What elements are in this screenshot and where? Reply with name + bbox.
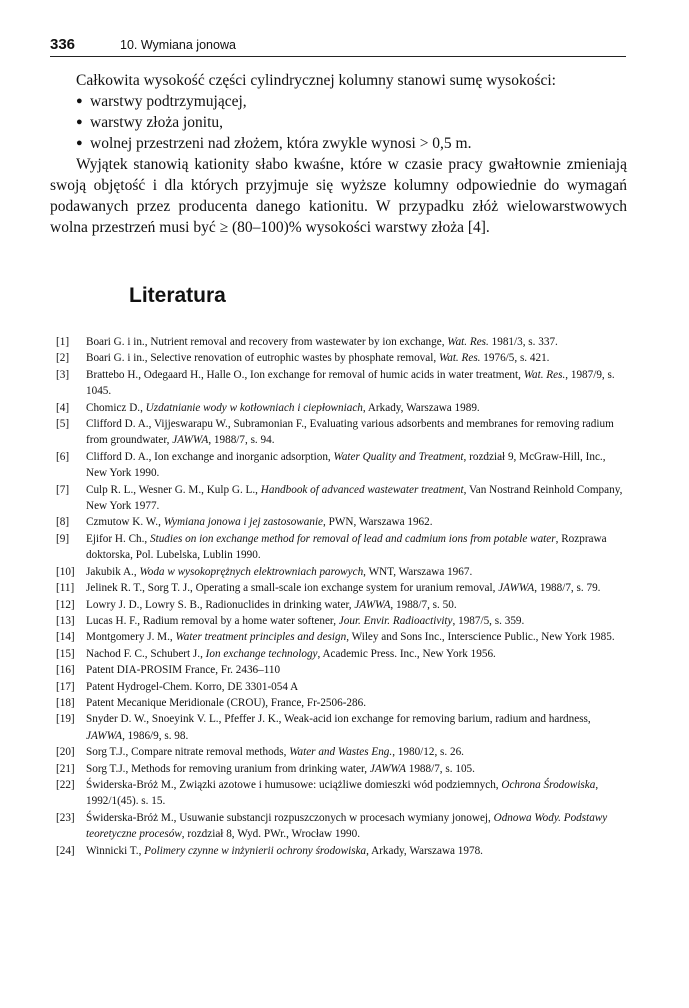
reference-text: Culp R. L., Wesner G. M., Kulp G. L., (86, 483, 261, 496)
reference-number: [2] (56, 352, 70, 365)
chapter-title: 10. Wymiana jonowa (120, 38, 236, 52)
running-header (50, 34, 626, 57)
reference-italic-title: Handbook of advanced wastewater treatment (260, 483, 464, 496)
reference-text: Sorg T.J., Compare nitrate removal methods, (86, 746, 290, 759)
reference-number: [4] (56, 401, 70, 414)
reference-item (56, 744, 626, 760)
reference-item (56, 449, 626, 482)
reference-item (56, 416, 626, 449)
reference-text: Clifford D. A., Vijjeswarapu W., Subramonian F., Evaluating various adsorbents and membranes for removing radium from groundwater, (86, 418, 614, 447)
reference-number: [1] (56, 336, 70, 348)
reference-text: , 1980/12, s. 26. (392, 746, 464, 759)
reference-text: , 1987/5, s. 359. (452, 614, 525, 627)
reference-text: Patent DIA-PROSIM France, Fr. 2436–110 (86, 664, 281, 677)
reference-text: Boari G. i in., Nutrient removal and recovery from wastewater by ion exchange, (86, 336, 448, 348)
reference-italic-title: Ion exchange technology (205, 647, 318, 660)
reference-item (56, 613, 626, 629)
reference-item (56, 350, 626, 366)
bullet-list (50, 91, 627, 154)
reference-number: [6] (56, 450, 70, 463)
reference-text: Brattebo H., Odegaard H., Halle O., Ion exchange for removal of humic acids in water treatment, (86, 368, 524, 381)
reference-text: , 1988/7, s. 94. (208, 434, 275, 447)
reference-number: [21] (56, 762, 75, 775)
reference-text: Lowry J. D., Lowry S. B., Radionuclides in drinking water, (86, 598, 355, 611)
reference-italic-title: Water and Wastes Eng. (289, 746, 393, 759)
reference-number: [9] (56, 532, 70, 545)
intro-paragraph: Całkowita wysokość części cylindrycznej kolumny stanowi sumę wysokości: (76, 72, 556, 89)
reference-item (56, 531, 626, 564)
body-text (50, 70, 627, 238)
reference-text: Winnicki T., (86, 844, 145, 857)
reference-item (56, 334, 626, 350)
reference-text: , 1987/9, s. 1045. (86, 368, 615, 398)
reference-text: , 1986/9, s. 98. (122, 729, 189, 742)
reference-item (56, 580, 626, 596)
reference-list (56, 334, 626, 859)
reference-text: Nachod F. C., Schubert J., (86, 647, 206, 660)
reference-text: 1988/7, s. 105. (405, 762, 475, 775)
reference-italic-title: Woda w wysokoprężnych elektrowniach parowych (139, 565, 364, 578)
reference-item (56, 810, 626, 843)
reference-item (56, 777, 626, 810)
reference-number: [11] (56, 582, 75, 595)
reference-text: 1976/5, s. 421. (480, 352, 550, 365)
reference-text: , rozdział 9, McGraw-Hill, Inc., New York 1990. (86, 450, 606, 480)
reference-italic-title: Odnowa Wody. Podstawy teoretyczne procesów (86, 811, 608, 841)
reference-text: Montgomery J. M., (86, 631, 176, 644)
reference-number: [13] (56, 614, 75, 627)
reference-text: Snyder D. W., Snoeyink V. L., Pfeffer J. K., Weak-acid ion exchange for removing barium, radium and hardness, (86, 713, 591, 726)
reference-item (56, 367, 626, 400)
reference-text: , Arkady, Warszawa 1978. (366, 844, 483, 857)
reference-italic-title: JAWWA (369, 762, 406, 775)
reference-italic-title: Wat. Res. (523, 368, 566, 381)
reference-italic-title: Water Quality and Treatment (333, 450, 464, 463)
reference-text: Clifford D. A., Ion exchange and inorganic adsorption, (86, 450, 334, 463)
reference-italic-title: JAWWA (354, 598, 391, 611)
reference-number: [17] (56, 680, 75, 693)
reference-number: [18] (56, 696, 75, 709)
reference-number: [23] (56, 811, 75, 824)
reference-italic-title: Wymiana jonowa i jej zastosowanie (163, 516, 324, 529)
reference-number: [12] (56, 598, 75, 611)
reference-text: Jakubik A., (86, 565, 140, 578)
reference-text: Lucas H. F., Radium removal by a home water softener, (86, 614, 339, 627)
reference-text: , Rozprawa doktorska, Pol. Lubelska, Lublin 1990. (86, 532, 607, 562)
reference-number: [19] (56, 713, 75, 726)
reference-italic-title: Wat. Res. (438, 352, 481, 365)
reference-italic-title: Studies on ion exchange method for removal of lead and cadmium ions from potable water (150, 532, 556, 545)
reference-item (56, 711, 626, 744)
reference-item (56, 761, 626, 777)
reference-text: , 1992/1(45). s. 15. (86, 778, 599, 808)
body-paragraph: Wyjątek stanowią kationity słabo kwaśne, które w czasie pracy gwałtownie zmieniają swoją objętość i dla których przyjmuje się wyższe kolumny odpowiednie do wymagań podawanych przez producenta danego kationitu. W przypadku złóż wielowarstwowych wolna przestrzeń musi być ≥ (80–100)% wysokości warstwy złoża [4]. (50, 156, 627, 236)
reference-number: [20] (56, 746, 75, 759)
reference-italic-title: JAWWA (172, 434, 209, 447)
reference-text: Patent Hydrogel-Chem. Korro, DE 3301-054 A (86, 680, 299, 693)
reference-number: [8] (56, 516, 70, 529)
reference-item (56, 564, 626, 580)
reference-text: 1981/3, s. 337. (488, 336, 558, 348)
reference-number: [22] (56, 778, 75, 791)
reference-item (56, 679, 626, 695)
reference-text: Czmutow K. W., (86, 516, 164, 529)
reference-number: [24] (56, 844, 75, 857)
reference-text: Patent Mecanique Meridionale (CROU), France, Fr-2506-286. (86, 696, 367, 709)
reference-text: , Academic Press. Inc., New York 1956. (317, 647, 496, 660)
reference-number: [16] (56, 664, 75, 677)
reference-text: Ejifor H. Ch., (86, 532, 151, 545)
reference-number: [14] (56, 631, 75, 644)
reference-text: , 1988/7, s. 79. (534, 582, 601, 595)
reference-text: Jelinek R. T., Sorg T. J., Operating a small-scale ion exchange system for uranium removal, (86, 582, 499, 595)
reference-number: [15] (56, 647, 75, 660)
reference-text: Chomicz D., (86, 401, 146, 414)
reference-text: , Arkady, Warszawa 1989. (362, 401, 480, 414)
reference-text: , WNT, Warszawa 1967. (363, 565, 473, 578)
reference-text: Boari G. i in., Selective renovation of eutrophic wastes by phosphate removal, (86, 352, 439, 365)
page-number: 336 (50, 36, 76, 53)
reference-text: , rozdział 8, Wyd. PWr., Wrocław 1990. (181, 828, 361, 841)
reference-item (56, 482, 626, 515)
reference-item (56, 662, 626, 678)
reference-number: [5] (56, 418, 70, 431)
section-title: Literatura (129, 284, 226, 307)
reference-italic-title: Uzdatnianie wody w kotłowniach i ciepłowniach (145, 401, 363, 414)
reference-italic-title: Polimery czynne w inżynierii ochrony środowiska (144, 844, 367, 857)
reference-item (56, 597, 626, 613)
reference-italic-title: Water treatment principles and design (175, 631, 347, 644)
reference-text: Sorg T.J., Methods for removing uranium from drinking water, (86, 762, 370, 775)
reference-item (56, 400, 626, 416)
reference-number: [10] (56, 565, 75, 578)
reference-text: Świderska-Bróż M., Usuwanie substancji rozpuszczonych w procesach wymiany jonowej, (86, 811, 494, 824)
reference-item (56, 646, 626, 662)
list-item: ● warstwy podtrzymującej, (76, 91, 627, 112)
reference-item (56, 629, 626, 645)
reference-item (56, 695, 626, 711)
reference-text: , 1988/7, s. 50. (390, 598, 457, 611)
reference-item (56, 843, 626, 859)
reference-text: , Van Nostrand Reinhold Company, New York 1977. (86, 483, 623, 513)
reference-text: , PWN, Warszawa 1962. (323, 516, 433, 529)
reference-text: , Wiley and Sons Inc., Interscience Public., New York 1985. (346, 631, 615, 644)
reference-italic-title: JAWWA (86, 729, 123, 742)
list-item: ● warstwy złoża jonitu, (76, 112, 627, 133)
reference-italic-title: Ochrona Środowiska (501, 778, 596, 791)
list-item: ● wolnej przestrzeni nad złożem, która zwykle wynosi > 0,5 m. (76, 133, 627, 154)
reference-italic-title: Jour. Envir. Radioactivity (338, 614, 453, 627)
reference-number: [7] (56, 483, 70, 496)
reference-item (56, 514, 626, 530)
reference-text: Świderska-Bróż M., Związki azotowe i humusowe: uciążliwe domieszki wód podziemnych, (86, 778, 502, 791)
reference-italic-title: Wat. Res. (447, 336, 489, 348)
reference-italic-title: JAWWA (498, 582, 535, 595)
reference-number: [3] (56, 368, 70, 381)
